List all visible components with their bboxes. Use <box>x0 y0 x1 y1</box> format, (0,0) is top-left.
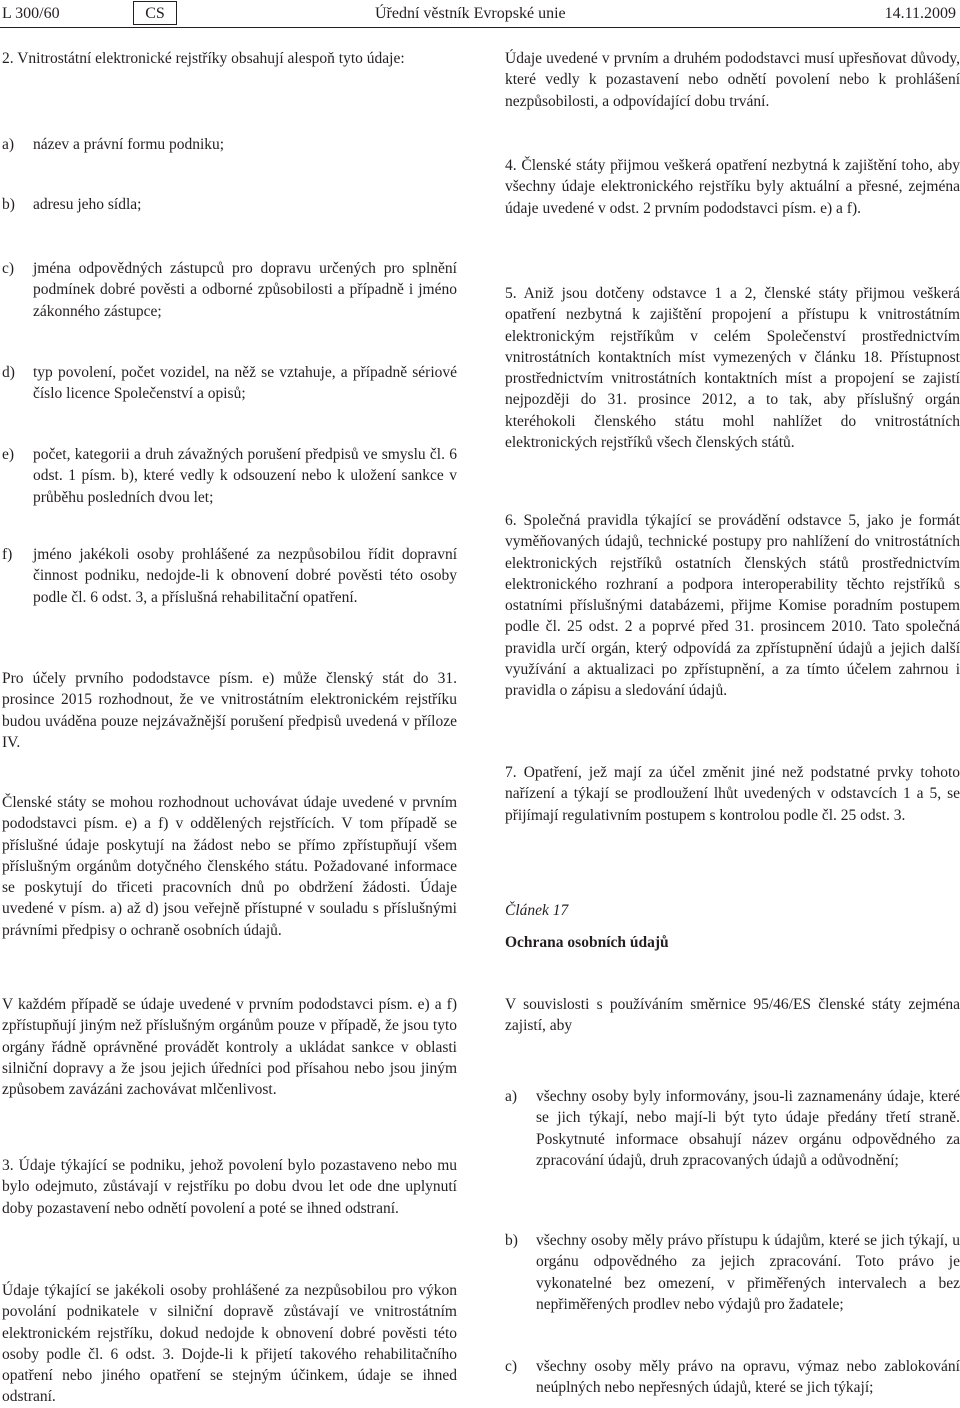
item-text: jména odpovědných zástupců pro dopravu určených pro splnění podmínek dobré pověsti a odborné způsobilosti a případně i jméno zákonného zástupce; <box>33 260 457 320</box>
language-badge: CS <box>133 1 177 25</box>
page-reference: L 300/60 <box>2 5 60 22</box>
paragraph-reasons: Údaje uvedené v prvním a druhém pododstavci musí upřesňovat důvody, které vedly k pozastavení nebo odnětí povolení nebo k prohlášení nezpůsobilosti, a odpovídající dobu trvání. <box>505 50 960 110</box>
item-label: a) <box>505 1088 518 1105</box>
list-item <box>2 194 457 215</box>
article-number: Článek 17 <box>505 902 569 919</box>
item-label: e) <box>2 446 15 463</box>
list-item <box>505 1230 960 1315</box>
item-label: c) <box>505 1358 518 1375</box>
item-label: f) <box>2 546 13 563</box>
paragraph-6: 6. Společná pravidla týkající se provádění odstavce 5, jako je formát vyměňovaných údajů, technické postupy pro nahlížení do vnitrostátních elektronických rejstříků ostatních členských států prostřednictvím elektronického rozhraní a podpora interoperability těchto rejstříků s ostatními příslušnými databázemi, přijme Komise poradním postupem podle čl. 25 odst. 2 a poprvé před 31. prosincem 2010. Tato společná pravidla určí orgán, který odpovídá za zpřístupnění údajů a jejich další využívání a aktualizaci po zpřístupnění, a za tímto účelem zahrnou i pravidla o zápisu a sledování údajů. <box>505 512 960 700</box>
list-item <box>505 1086 960 1171</box>
paragraph-purpose: Pro účely prvního pododstavce písm. e) může členský stát do 31. prosince 2015 rozhodnout, že ve vnitrostátním elektronickém rejstříku budou uváděna pouze nejzávažnější porušení předpisů uvedená v příloze IV. <box>2 670 457 751</box>
page-header <box>0 0 960 28</box>
item-text: všechny osoby měly právo přístupu k údajům, které se jich týkají, u orgánu odpovědného za jejich zpracování. Toto právo je vykonatelné bez omezení, v přiměřených intervalech a bez nepřiměřených prodlev nebo výdajů pro žadatele; <box>536 1232 960 1313</box>
paragraph-member-states: Členské státy se mohou rozhodnout uchovávat údaje uvedené v prvním pododstavci písm. e) a f) v oddělených rejstřících. V tom případě se příslušné údaje poskytují na žádost nebo se přímo zpřístupňují všem příslušným orgánům dotyčného členského státu. Požadované informace se poskytují do třiceti pracovních dnů po obdržení žádosti. Údaje uvedené v písm. a) až d) jsou veřejně přístupné v souladu s příslušnými právními předpisy o ochraně osobních údajů. <box>2 794 457 939</box>
list-item <box>2 362 457 405</box>
item-text: všechny osoby měly právo na opravu, výmaz nebo zablokování neúplných nebo nepřesných údajů, které se jich týkají; <box>536 1358 960 1397</box>
item-text: všechny osoby byly informovány, jsou-li zaznamenány údaje, které se jich týkají, nebo mají-li být tyto údaje předány třetí straně. Poskytnuté informace obsahují název orgánu odpovědného za zpracování údajů, druh zpracovaných údajů a odůvodnění; <box>536 1088 960 1169</box>
item-label: d) <box>2 364 15 381</box>
article-17-intro: V souvislosti s používáním směrnice 95/46/ES členské státy zejména zajistí, aby <box>505 996 960 1035</box>
item-label: a) <box>2 136 15 153</box>
list-item <box>2 544 457 608</box>
article-title: Ochrana osobních údajů <box>505 934 669 951</box>
item-text: adresu jeho sídla; <box>33 196 142 213</box>
list-item <box>2 444 457 508</box>
paragraph-2-intro: 2. Vnitrostátní elektronické rejstříky obsahují alespoň tyto údaje: <box>2 50 405 67</box>
item-label: b) <box>2 196 15 213</box>
header-rule <box>0 27 960 28</box>
item-text: počet, kategorii a druh závažných porušení předpisů ve smyslu čl. 6 odst. 1 písm. b), které vedly k odsouzení nebo k uložení sankce v průběhu posledních dvou let; <box>33 446 457 506</box>
paragraph-4: 4. Členské státy přijmou veškerá opatření nezbytná k zajištění toho, aby všechny údaje elektronického rejstříku byly aktuální a přesné, zejména údaje uvedené v odst. 2 prvním pododstavci písm. e) a f). <box>505 157 960 217</box>
item-label: c) <box>2 260 15 277</box>
list-item <box>2 134 457 155</box>
paragraph-7: 7. Opatření, jež mají za účel změnit jiné než podstatné prvky tohoto nařízení a týkají se prodloužení lhůt uvedených v odstavcích 1 a 5, se přijímají regulativním postupem s kontrolou podle čl. 25 odst. 3. <box>505 764 960 824</box>
item-text: typ povolení, počet vozidel, na něž se vztahuje, a případně sériové číslo licence Společenství a opisů; <box>33 364 457 403</box>
paragraph-5: 5. Aniž jsou dotčeny odstavce 1 a 2, členské státy přijmou veškerá opatření nezbytná k zajištění propojení a přístupu k vnitrostátním elektronickým rejstříkům v celém Společenství prostřednictvím vnitrostátních kontaktních míst vymezených v článku 18. Přístupnost prostřednictvím vnitrostátních kontaktních míst a propojení se zajistí nejpozději do 31. prosince 2012, a to tak, aby příslušný orgán kteréhokoli členského státu mohl nahlížet do vnitrostátních elektronických rejstříků všech členských států. <box>505 285 960 452</box>
item-text: název a právní formu podniku; <box>33 136 225 153</box>
paragraph-person-data: Údaje týkající se jakékoli osoby prohlášené za nezpůsobilou pro výkon povolání podnikatele v silniční dopravě zůstávají ve vnitrostátním elektronickém rejstříku, dokud nedojde k obnovení dobré pověsti této osoby podle čl. 6 odst. 3. Dojde-li k přijetí takového rehabilitačního opatření nebo jiného opatření se stejným účinkem, údaje se ihned odstraní. <box>2 1282 457 1406</box>
item-label: b) <box>505 1232 518 1249</box>
list-item <box>505 1356 960 1399</box>
list-item <box>2 258 457 322</box>
paragraph-3: 3. Údaje týkající se podniku, jehož povolení bylo pozastaveno nebo mu bylo odejmuto, zůstávají v rejstříku po dobu dvou let ode dne uplynutí doby pozastavení nebo odnětí povolení a poté se ihned odstraní. <box>2 1157 457 1217</box>
paragraph-each-case: V každém případě se údaje uvedené v prvním pododstavci písm. e) a f) zpřístupňují jiným než příslušným orgánům pouze v případě, že jsou tyto orgány řádně oprávněné provádět kontroly a ukládat sankce v oblasti silniční dopravy a že jsou jejich úředníci pod přísahou nebo jsou jiným způsobem zavázáni zachovávat mlčenlivost. <box>2 996 457 1099</box>
item-text: jméno jakékoli osoby prohlášené za nezpůsobilou řídit dopravní činnost podniku, nedojde-li k obnovení dobré pověsti této osoby podle čl. 6 odst. 3, a příslušná rehabilitační opatření. <box>33 546 457 606</box>
journal-title: Úřední věstník Evropské unie <box>375 5 566 22</box>
publication-date: 14.11.2009 <box>884 5 956 22</box>
